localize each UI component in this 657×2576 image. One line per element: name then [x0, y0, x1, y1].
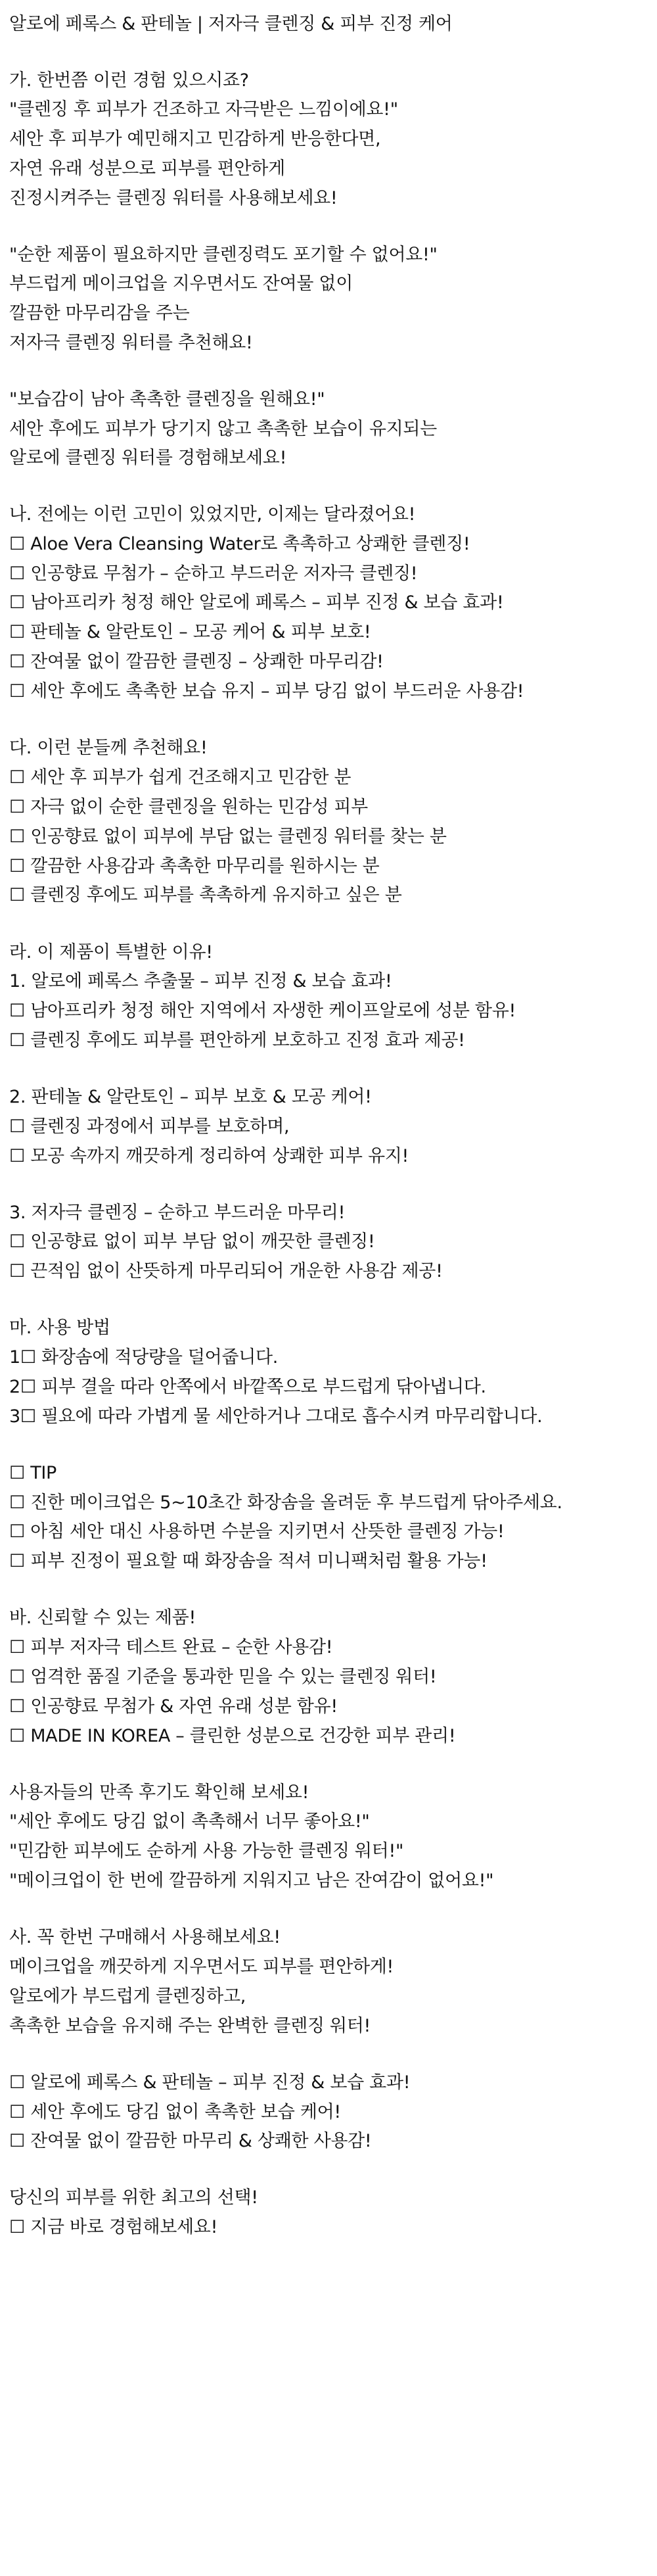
- text-line: ☐ Aloe Vera Cleansing Water로 촉촉하고 상쾌한 클렌징!: [9, 534, 470, 554]
- text-line: 세안 후 피부가 예민해지고 민감하게 반응한다면,: [9, 129, 381, 149]
- text-line: 사. 꼭 한번 구매해서 사용해보세요!: [9, 1927, 281, 1947]
- text-line: ☐ 세안 후에도 당김 없이 촉촉한 보습 케어!: [9, 2102, 341, 2122]
- text-line: 부드럽게 메이크업을 지우면서도 잔여물 없이: [9, 274, 353, 294]
- text-line: ☐ 남아프리카 청정 해안 알로에 페록스 – 피부 진정 & 보습 효과!: [9, 592, 504, 613]
- text-line: ☐ 인공향료 무첨가 – 순하고 부드러운 저자극 클렌징!: [9, 563, 418, 584]
- text-line: 바. 신뢰할 수 있는 제품!: [9, 1608, 196, 1628]
- text-line: "세안 후에도 당김 없이 촉촉해서 너무 좋아요!": [9, 1811, 370, 1832]
- text-line: "클렌징 후 피부가 건조하고 자극받은 느낌이에요!": [9, 99, 398, 120]
- text-line: ☐ MADE IN KOREA – 클린한 성분으로 건강한 피부 관리!: [9, 1726, 456, 1746]
- text-line: 1☐ 화장솜에 적당량을 덜어줍니다.: [9, 1347, 279, 1368]
- text-line: "메이크업이 한 번에 깔끔하게 지워지고 남은 잔여감이 없어요!": [9, 1871, 494, 1891]
- text-line: ☐ 인공향료 무첨가 & 자연 유래 성분 함유!: [9, 1696, 338, 1717]
- text-line: ☐ 자극 없이 순한 클렌징을 원하는 민감성 피부: [9, 797, 368, 817]
- text-line: ☐ 깔끔한 사용감과 촉촉한 마무리를 원하시는 분: [9, 856, 380, 876]
- text-line: 1. 알로에 페록스 추출물 – 피부 진정 & 보습 효과!: [9, 971, 392, 991]
- text-line: ☐ 피부 저자극 테스트 완료 – 순한 사용감!: [9, 1637, 333, 1658]
- text-line: ☐ 판테놀 & 알란토인 – 모공 케어 & 피부 보호!: [9, 622, 371, 642]
- text-line: ☐ 세안 후 피부가 쉽게 건조해지고 민감한 분: [9, 767, 351, 788]
- text-line: ☐ 인공향료 없이 피부에 부담 없는 클렌징 워터를 찾는 분: [9, 826, 447, 847]
- text-line: ☐ 클렌징 후에도 피부를 편안하게 보호하고 진정 효과 제공!: [9, 1030, 465, 1051]
- text-line: 마. 사용 방법: [9, 1318, 110, 1338]
- text-line: 세안 후에도 피부가 당기지 않고 촉촉한 보습이 유지되는: [9, 419, 437, 439]
- text-line: 촉촉한 보습을 유지해 주는 완벽한 클렌징 워터!: [9, 2016, 371, 2036]
- text-line: 2. 판테놀 & 알란토인 – 피부 보호 & 모공 케어!: [9, 1087, 372, 1107]
- text-line: 3. 저자극 클렌징 – 순하고 부드러운 마무리!: [9, 1203, 346, 1223]
- text-line: 다. 이런 분들께 추천해요!: [9, 738, 208, 758]
- text-line: ☐ 끈적임 없이 산뜻하게 마무리되어 개운한 사용감 제공!: [9, 1261, 443, 1281]
- text-line: 깔끔한 마무리감을 주는: [9, 303, 190, 323]
- text-line: 3☐ 필요에 따라 가볍게 물 세안하거나 그대로 흡수시켜 마무리합니다.: [9, 1406, 543, 1427]
- text-line: ☐ 남아프리카 청정 해안 지역에서 자생한 케이프알로에 성분 함유!: [9, 1001, 516, 1021]
- text-line: "순한 제품이 필요하지만 클렌징력도 포기할 수 없어요!": [9, 245, 438, 265]
- text-line: 알로에가 부드럽게 클렌징하고,: [9, 1986, 246, 2007]
- document-title: 알로에 페록스 & 판테놀 | 저자극 클렌징 & 피부 진정 케어: [9, 14, 453, 34]
- text-line: ☐ TIP: [9, 1463, 57, 1483]
- text-line: 가. 한번쯤 이런 경험 있으시죠?: [9, 70, 249, 91]
- text-line: ☐ 지금 바로 경험해보세요!: [9, 2217, 218, 2237]
- text-line: "보습감이 남아 촉촉한 클렌징을 원해요!": [9, 389, 325, 410]
- text-line: 나. 전에는 이런 고민이 있었지만, 이제는 달라졌어요!: [9, 504, 416, 525]
- text-line: 2☐ 피부 결을 따라 안쪽에서 바깥쪽으로 부드럽게 닦아냅니다.: [9, 1377, 486, 1397]
- text-line: 진정시켜주는 클렌징 워터를 사용해보세요!: [9, 188, 338, 208]
- text-line: ☐ 클렌징 과정에서 피부를 보호하며,: [9, 1116, 290, 1137]
- text-line: ☐ 진한 메이크업은 5~10초간 화장솜을 올려둔 후 부드럽게 닦아주세요.: [9, 1492, 562, 1513]
- text-line: ☐ 알로에 페록스 & 판테놀 – 피부 진정 & 보습 효과!: [9, 2072, 411, 2093]
- text-line: 사용자들의 만족 후기도 확인해 보세요!: [9, 1782, 309, 1803]
- text-line: 메이크업을 깨끗하게 지우면서도 피부를 편안하게!: [9, 1957, 394, 1977]
- text-line: ☐ 아침 세안 대신 사용하면 수분을 지키면서 산뜻한 클렌징 가능!: [9, 1521, 505, 1542]
- text-line: 알로에 클렌징 워터를 경험해보세요!: [9, 448, 287, 468]
- text-line: 자연 유래 성분으로 피부를 편안하게: [9, 158, 285, 179]
- text-line: ☐ 잔여물 없이 깔끔한 클렌징 – 상쾌한 마무리감!: [9, 652, 384, 672]
- text-line: ☐ 세안 후에도 촉촉한 보습 유지 – 피부 당김 없이 부드러운 사용감!: [9, 681, 524, 702]
- text-line: 저자극 클렌징 워터를 추천해요!: [9, 333, 253, 353]
- text-line: "민감한 피부에도 순하게 사용 가능한 클렌징 워터!": [9, 1841, 404, 1861]
- text-line: ☐ 잔여물 없이 깔끔한 마무리 & 상쾌한 사용감!: [9, 2131, 372, 2151]
- text-line: 라. 이 제품이 특별한 이유!: [9, 942, 213, 963]
- text-line: ☐ 인공향료 없이 피부 부담 없이 깨끗한 클렌징!: [9, 1231, 375, 1252]
- text-line: ☐ 클렌징 후에도 피부를 촉촉하게 유지하고 싶은 분: [9, 885, 402, 905]
- text-line: ☐ 피부 진정이 필요할 때 화장솜을 적셔 미니팩처럼 활용 가능!: [9, 1551, 487, 1571]
- text-line: ☐ 엄격한 품질 기준을 통과한 믿을 수 있는 클렌징 워터!: [9, 1667, 437, 1687]
- text-line: ☐ 모공 속까지 깨끗하게 정리하여 상쾌한 피부 유지!: [9, 1146, 409, 1166]
- text-line: 당신의 피부를 위한 최고의 선택!: [9, 2187, 258, 2208]
